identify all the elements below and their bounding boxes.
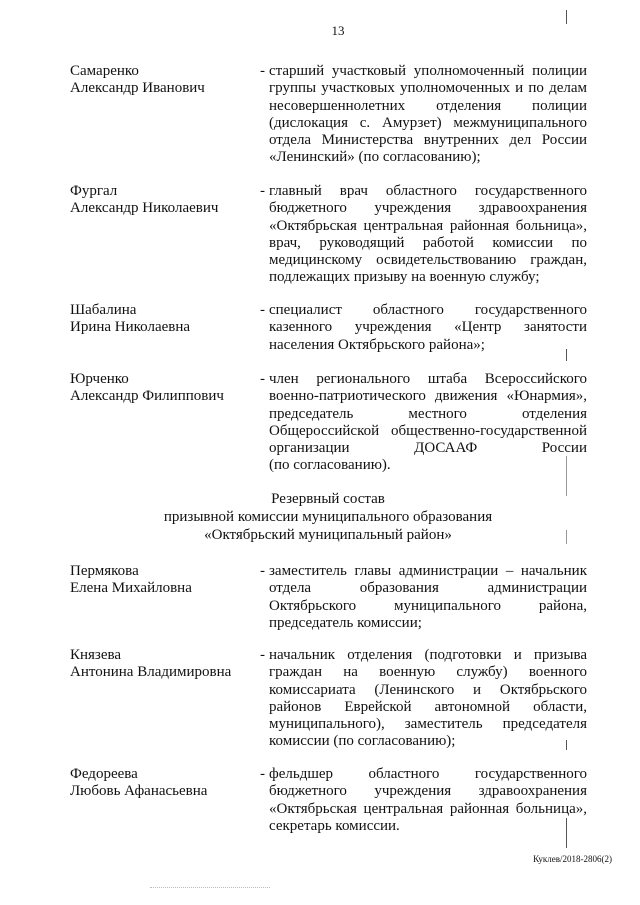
member-given-names: Любовь Афанасьевна (70, 783, 208, 800)
member-name (70, 563, 255, 598)
role-line: начальник отделения (подготовки и призыва (269, 647, 587, 663)
member-given-names: Александр Иванович (70, 80, 205, 97)
page-number: 13 (331, 23, 345, 38)
role-line: группы участковых уполномоченных и по делам (269, 80, 587, 97)
member-surname: Самаренко (70, 63, 139, 79)
member-surname: Князева (70, 647, 122, 663)
role-line: муниципального), заместитель председателя (269, 716, 587, 733)
role-line: комиссии (по согласованию); (269, 733, 456, 750)
role-line: врач, руководящий работой комиссии по (269, 234, 587, 251)
role-line: «Ленинский» (по согласованию); (269, 149, 481, 166)
member-given-names: Александр Филиппович (70, 388, 224, 405)
role-line: (дислокация с. Амурзет) межмуниципального (269, 114, 587, 131)
role-line: главный врач областного государственного (269, 183, 587, 199)
member-dash: - (260, 647, 265, 663)
member-dash: - (260, 302, 265, 318)
role-line: фельдшер областного государственного (269, 766, 587, 782)
role-line: старший участковый уполномоченный полиции (269, 63, 587, 79)
reserve-heading-line: «Октябрьский муниципальный район» (204, 527, 452, 543)
member-given-names: Антонина Владимировна (70, 664, 232, 681)
role-line: Общероссийской общественно-государственной (269, 422, 587, 439)
role-line: (по согласованию). (269, 457, 391, 474)
role-line: Октябрьского муниципального района, (269, 597, 587, 614)
role-line: населения Октябрьского района»; (269, 336, 485, 353)
role-line: несовершеннолетних отделения полиции (269, 97, 587, 114)
role-line: организации ДОСААФ России (269, 440, 587, 457)
member-role (269, 563, 587, 632)
member-surname: Федореева (70, 766, 138, 782)
role-line: граждан на военную службу) военного (269, 664, 587, 681)
member-surname: Шабалина (70, 302, 137, 318)
role-line: отдела Министерства внутренних дел России (269, 132, 587, 149)
scan-artifact (150, 887, 270, 889)
member-name (70, 183, 255, 218)
member-dash: - (260, 183, 265, 199)
member-surname: Пермякова (70, 563, 139, 579)
member-given-names: Ирина Николаевна (70, 319, 191, 336)
role-line: комиссариата (Ленинского и Октябрьского (269, 681, 587, 698)
member-dash: - (260, 766, 265, 782)
role-line: подлежащих призыву на военную службу; (269, 269, 540, 286)
member-surname: Фургал (70, 183, 118, 199)
role-line: медицинскому освидетельствованию граждан, (269, 252, 587, 269)
role-line: председатель местного отделения (269, 405, 587, 422)
member-dash: - (260, 63, 265, 79)
role-line: бюджетного учреждения здравоохранения (269, 200, 587, 217)
member-name (70, 302, 255, 337)
role-line: член регионального штаба Всероссийского (269, 371, 587, 387)
member-given-names: Елена Михайловна (70, 580, 192, 597)
member-dash: - (260, 563, 265, 579)
scan-margin-mark (566, 10, 567, 24)
member-role (269, 647, 587, 751)
role-line: районов Еврейской автономной области, (269, 698, 587, 715)
member-surname: Юрченко (70, 371, 129, 387)
role-line: казенного учреждения «Центр занятости (269, 319, 587, 336)
document-reference-code: Куклев/2018-2806(2) (533, 854, 612, 864)
member-name (70, 63, 255, 98)
member-role (269, 766, 587, 835)
reserve-section-heading (8, 490, 640, 544)
member-role (269, 63, 587, 167)
role-line: «Октябрьская центральная районная больница», (269, 217, 587, 234)
member-given-names: Александр Николаевич (70, 200, 219, 217)
reserve-heading-line: Резервный состав (271, 491, 385, 507)
role-line: специалист областного государственного (269, 302, 587, 318)
member-dash: - (260, 371, 265, 387)
member-name (70, 766, 255, 801)
role-line: «Октябрьская центральная районная больница», (269, 800, 587, 817)
member-role (269, 183, 587, 287)
member-name (70, 371, 255, 406)
member-role (269, 371, 587, 475)
role-line: отдела образования администрации (269, 580, 587, 597)
member-role (269, 302, 587, 354)
role-line: председатель комиссии; (269, 614, 422, 631)
role-line: секретарь комиссии. (269, 817, 400, 834)
role-line: бюджетного учреждения здравоохранения (269, 783, 587, 800)
role-line: военно-патриотического движения «Юнармия», (269, 388, 587, 405)
member-name (70, 647, 255, 682)
role-line: заместитель главы администрации – начальник (269, 563, 587, 579)
reserve-heading-line: призывной комиссии муниципального образования (163, 509, 493, 525)
